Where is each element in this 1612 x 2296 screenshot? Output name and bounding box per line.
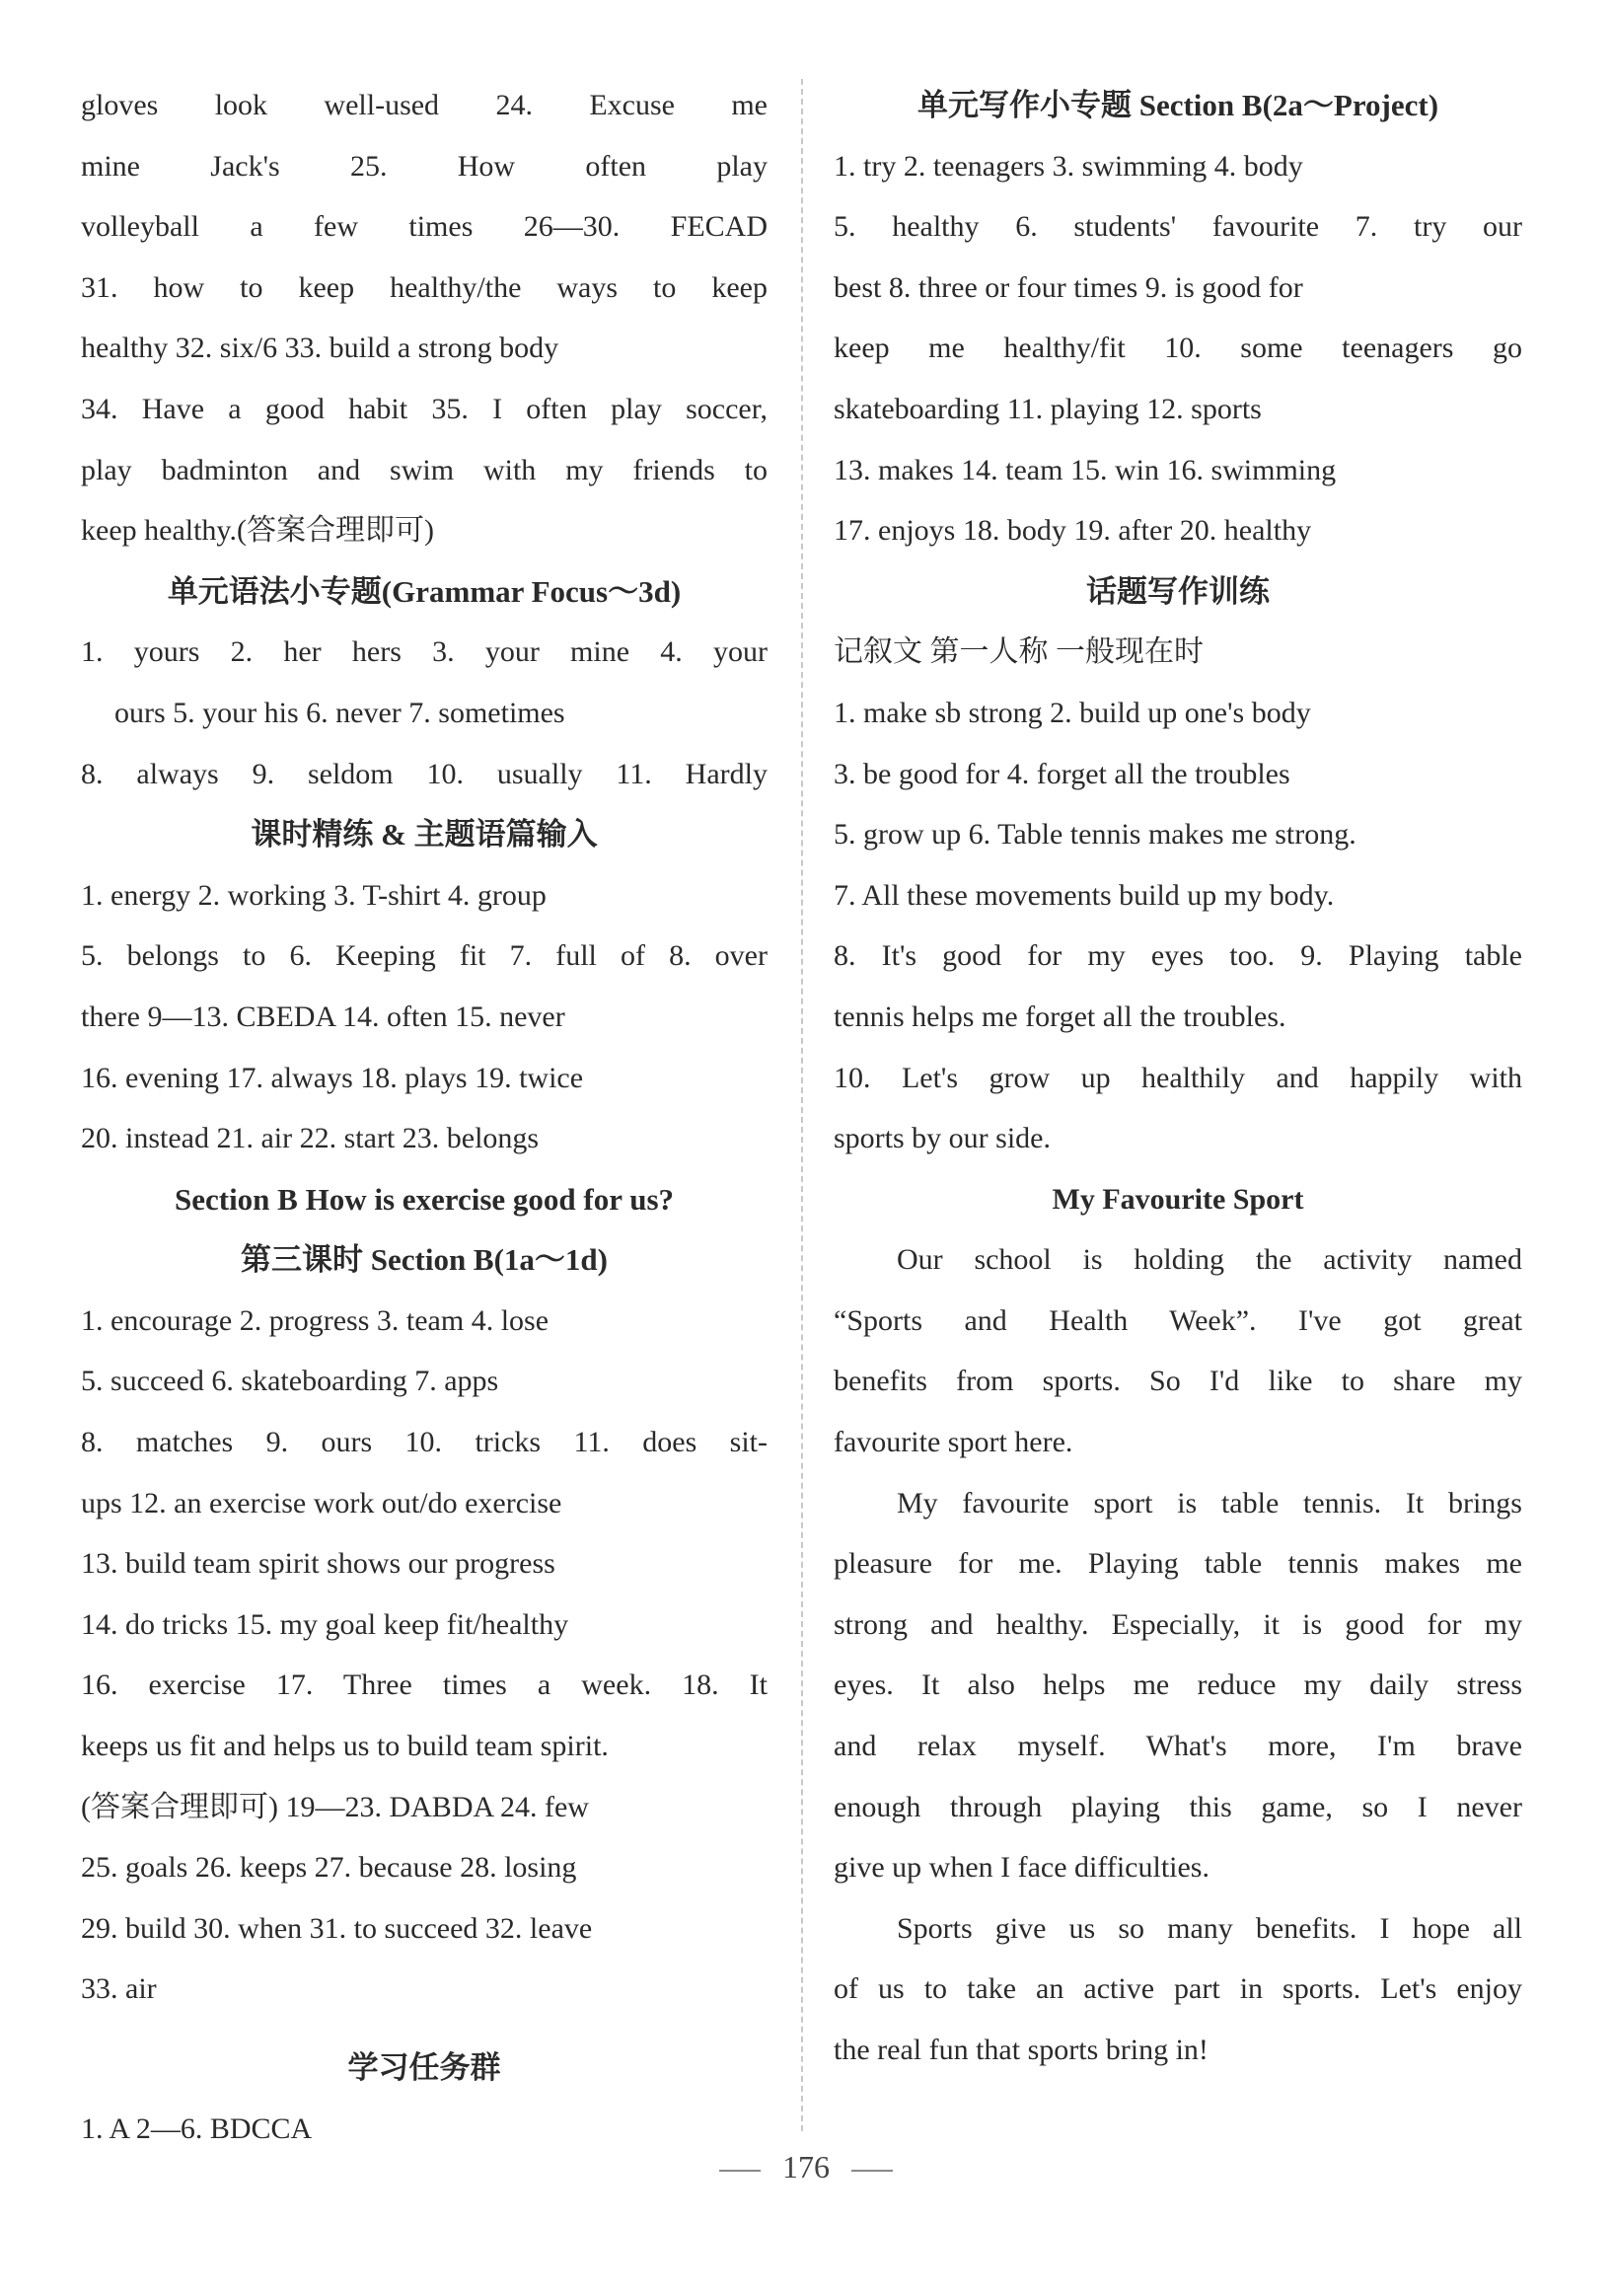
section-heading: 单元语法小专题(Grammar Focus～3d) [167,573,682,609]
text-line: ups 12. an exercise work out/do exercise [81,1486,562,1519]
left-column [81,75,768,2159]
section-heading: 第三课时 Section B(1a～1d) [241,1242,608,1278]
section-heading: 单元写作小专题 Section B(2a～Project) [916,88,1439,122]
text-line: keep me healthy/fit 10. some teenagers go [834,332,1522,365]
text-line: 13. makes 14. team 15. win 16. swimming [834,453,1337,486]
text-line: benefits from sports. So I'd like to share my [834,1365,1522,1398]
text-line: 17. enjoys 18. body 19. after 20. healthy [834,514,1312,548]
section-heading: 课时精练 & 主题语篇输入 [251,817,598,852]
text-line: 33. air [81,1972,157,2006]
text-line: 1. try 2. teenagers 3. swimming 4. body [834,149,1303,183]
text-line: 3. be good for 4. forget all the troubles [834,757,1290,790]
text-line: 8. always 9. seldom 10. usually 11. Hardly [81,757,768,790]
footer-dash-left [719,2170,761,2172]
text-line: keeps us fit and helps us to build team spirit. [81,1730,609,1763]
column-divider [801,79,803,2131]
text-line: gloves look well-used 24. Excuse me [81,89,768,121]
text-line: healthy 32. six/6 33. build a strong body [81,332,559,365]
page-footer [0,2149,1612,2185]
text-line: 29. build 30. when 31. to succeed 32. leave [81,1911,593,1945]
text-line: 31. how to keep healthy/the ways to keep [81,270,768,304]
text-line: 20. instead 21. air 22. start 23. belongs [81,1122,540,1155]
text-line: 25. goals 26. keeps 27. because 28. losing [81,1851,577,1885]
text-line: skateboarding 11. playing 12. sports [834,392,1262,425]
text-line: best 8. three or four times 9. is good for [834,270,1303,304]
text-line: volleyball a few times 26—30. FECAD [81,210,768,244]
text-line: 1. yours 2. her hers 3. your mine 4. your [81,635,768,669]
text-line: 5. belongs to 6. Keeping fit 7. full of 8. over [81,939,768,973]
text-line: 16. evening 17. always 18. plays 19. twice [81,1061,584,1094]
footer-dash-right [851,2170,893,2172]
text-line: 5. grow up 6. Table tennis makes me strong. [834,818,1356,852]
text-line: 5. succeed 6. skateboarding 7. apps [81,1365,499,1398]
text-line: give up when I face difficulties. [834,1851,1209,1885]
right-column [834,75,1522,2081]
text-line: 13. build team spirit shows our progress [81,1547,555,1581]
section-heading: 学习任务群 [347,2050,501,2085]
text-line: Our school is holding the activity named [897,1243,1522,1277]
text-line: 记叙文 第一人称 一般现在时 [834,635,1204,669]
text-line: 8. matches 9. ours 10. tricks 11. does sit- [81,1426,768,1459]
text-line: the real fun that sports bring in! [834,2034,1209,2066]
text-line: 1. make sb strong 2. build up one's body [834,696,1311,729]
page-number: 176 [782,2149,830,2185]
text-line: there 9—13. CBEDA 14. often 15. never [81,1000,565,1033]
text-line: 7. All these movements build up my body. [834,878,1335,912]
text-line: 14. do tricks 15. my goal keep fit/healthy [81,1607,569,1641]
section-heading: 话题写作训练 [1086,573,1270,609]
text-line: (答案合理即可) 19—23. DABDA 24. few [81,1790,589,1823]
text-line: 8. It's good for my eyes too. 9. Playing table [834,939,1522,973]
text-line: 10. Let's grow up healthily and happily with [834,1061,1522,1094]
text-line: favourite sport here. [834,1426,1073,1459]
text-line: keep healthy.(答案合理即可) [81,514,434,548]
text-line: 1. encourage 2. progress 3. team 4. lose [81,1303,550,1337]
text-line: pleasure for me. Playing table tennis makes me [834,1547,1522,1581]
text-line: enough through playing this game, so I never [834,1790,1522,1823]
text-line: tennis helps me forget all the troubles. [834,1000,1286,1033]
text-line: 1. energy 2. working 3. T-shirt 4. group [81,878,547,912]
text-line: eyes. It also helps me reduce my daily stress [834,1668,1522,1702]
text-line: My favourite sport is table tennis. It brings [897,1486,1522,1519]
text-line: play badminton and swim with my friends to [81,453,768,486]
text-line: Sports give us so many benefits. I hope all [897,1911,1522,1945]
section-heading: My Favourite Sport [1052,1182,1304,1216]
section-heading: Section B How is exercise good for us? [174,1181,675,1217]
text-line: of us to take an active part in sports. Let's enjoy [834,1972,1522,2006]
text-line: “Sports and Health Week”. I've got great [834,1303,1522,1337]
text-line: strong and healthy. Especially, it is good for my [834,1607,1522,1641]
text-line: and relax myself. What's more, I'm brave [834,1730,1522,1763]
text-line: 5. healthy 6. students' favourite 7. try our [834,210,1522,244]
text-line: mine Jack's 25. How often play [81,149,768,183]
text-line: 16. exercise 17. Three times a week. 18. It [81,1668,768,1702]
text-line: ours 5. your his 6. never 7. sometimes [114,696,565,729]
text-line: 1. A 2—6. BDCCA [81,2111,313,2145]
text-line: 34. Have a good habit 35. I often play soccer, [81,392,768,425]
text-line: sports by our side. [834,1122,1051,1155]
